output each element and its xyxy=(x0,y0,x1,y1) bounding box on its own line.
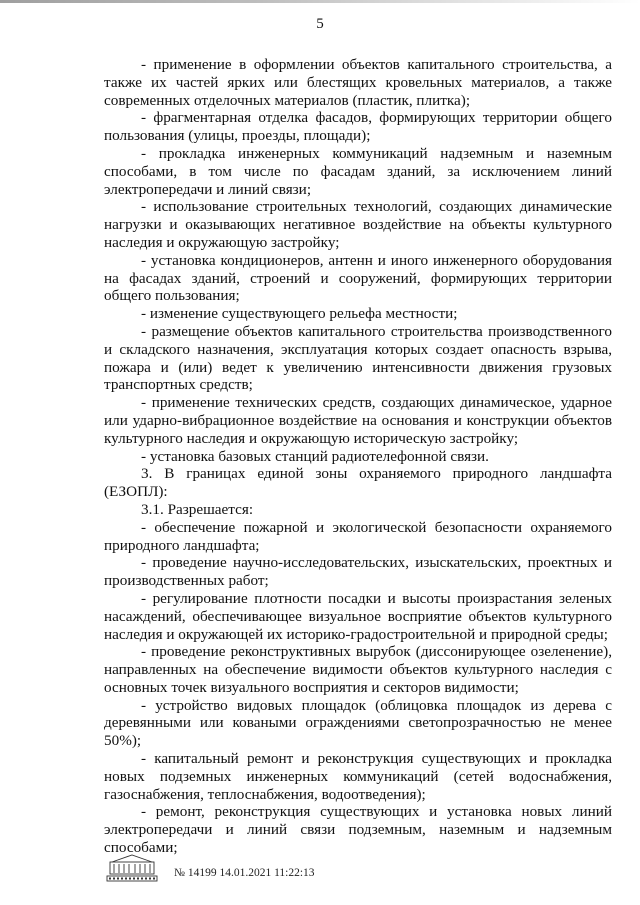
registration-stamp: № 14199 14.01.2021 11:22:13 xyxy=(174,867,315,879)
paragraph: - установка базовых станций радиотелефонной связи. xyxy=(141,447,489,465)
section-heading: 3. В границах единой зоны охраняемого природного ландшафта (ЕЗОПЛ): xyxy=(104,465,612,501)
document-footer xyxy=(104,853,624,889)
page-number: 5 xyxy=(316,16,324,32)
paragraph: - капитальный ремонт и реконструкция существующих и прокладка новых подземных инженерных коммуникаций (сетей водоснабжения, газоснабжения, теплоснабжения, водоотведения); xyxy=(104,750,612,803)
paragraph: - применение в оформлении объектов капитального строительства, а также их частей ярких или блестящих кровельных материалов, а также современных отделочных материалов (пластик, плитка); xyxy=(104,56,612,109)
paragraph: - проведение реконструктивных вырубок (диссонирующее озеленение), направленных на обеспечение видимости объектов культурного наследия с основных точек визуального восприятия и секторов видимости; xyxy=(104,643,612,696)
paragraph: - прокладка инженерных коммуникаций надземным и наземным способами, в том числе по фасадам зданий, за исключением линий электропередачи и линий связи; xyxy=(104,144,612,198)
paragraph: - регулирование плотности посадки и высоты произрастания зеленых насаждений, обеспечивающее визуальное восприятие объектов культурного наследия и окружающей их историко-градостроительной и природной среды; xyxy=(104,589,612,643)
document-body xyxy=(104,56,612,857)
paragraph: - размещение объектов капитального строительства производственного и складского назначения, эксплуатация которых создает опасность взрыва, пожара и (или) ведет к увеличению интенсивности движения грузовых транспортных средств; xyxy=(104,322,612,394)
scan-edge-shadow xyxy=(0,0,640,3)
paragraph: - обеспечение пожарной и экологической безопасности охраняемого природного ландшафта; xyxy=(104,518,612,554)
paragraph: - ремонт, реконструкция существующих и установка новых линий электропередачи и линий связи подземным, наземным и надземным способами; xyxy=(104,803,612,857)
paragraph: - изменение существующего рельефа местности; xyxy=(141,305,458,323)
paragraph: - фрагментарная отделка фасадов, формирующих территории общего пользования (улицы, проезды, площади); xyxy=(104,109,612,145)
paragraph: - применение технических средств, создающих динамическое, ударное или ударно-вибрационное воздействие на основания и конструкции объектов культурного наследия и окружающую историческую застройку; xyxy=(104,394,612,447)
paragraph: - использование строительных технологий, создающих динамические нагрузки и оказывающих негативное воздействие на объекты культурного наследия и окружающую застройку; xyxy=(104,198,612,251)
paragraph: - проведение научно-исследовательских, изыскательских, проектных и производственных работ; xyxy=(104,554,612,590)
building-emblem-icon xyxy=(104,853,160,883)
subsection-heading: 3.1. Разрешается: xyxy=(141,500,254,518)
paragraph: - устройство видовых площадок (облицовка площадок из дерева с деревянными или коваными ограждениями светопрозрачностью не менее 50%); xyxy=(104,696,612,750)
paragraph: - установка кондиционеров, антенн и иного инженерного оборудования на фасадах зданий, строений и сооружений, формирующих территории общего пользования; xyxy=(104,251,612,305)
